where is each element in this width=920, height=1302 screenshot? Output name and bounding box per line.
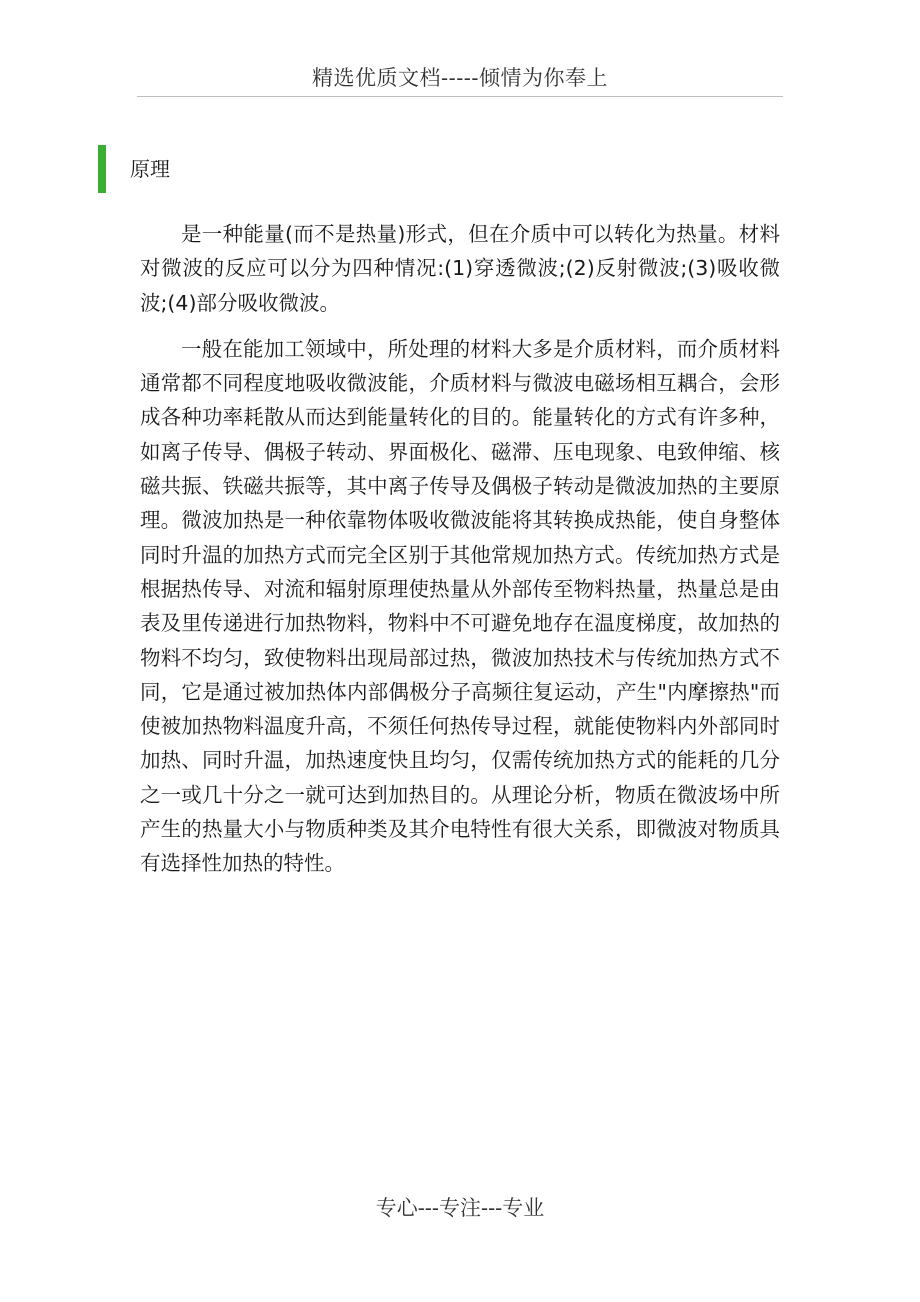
paragraph-intro: 是一种能量(而不是热量)形式，但在介质中可以转化为热量。材料对微波的反应可以分为四种情况:(1)穿透微波;(2)反射微波;(3)吸收微波;(4)部分吸收微波。 [140, 222, 780, 315]
section-title: 原理 [130, 157, 170, 181]
page-header: 精选优质文档-----倾情为你奉上 [312, 66, 608, 90]
document-body [140, 217, 780, 881]
section-marker-bar [98, 145, 106, 193]
header-divider [137, 96, 783, 97]
paragraph-principle: 一般在能加工领域中，所处理的材料大多是介质材料，而介质材料通常都不同程度地吸收微波能，介质材料与微波电磁场相互耦合，会形成各种功率耗散从而达到能量转化的目的。能量转化的方式有许多种，如离子传导、偶极子转动、界面极化、磁滞、压电现象、电致伸缩、核磁共振、铁磁共振等，其中离子传导及偶极子转动是微波加热的主要原理。微波加热是一种依靠物体吸收微波能将其转换成热能，使自身整体同时升温的加热方式而完全区别于其他常规加热方式。传统加热方式是根据热传导、对流和辐射原理使热量从外部传至物料热量，热量总是由表及里传递进行加热物料，物料中不可避免地存在温度梯度，故加热的物料不均匀，致使物料出现局部过热，微波加热技术与传统加热方式不同，它是通过被加热体内部偶极分子高频往复运动，产生"内摩擦热"而使被加热物料温度升高，不须任何热传导过程，就能使物料内外部同时加热、同时升温，加热速度快且均匀，仅需传统加热方式的能耗的几分之一或几十分之一就可达到加热目的。从理论分析，物质在微波场中所产生的热量大小与物质种类及其介电特性有很大关系，即微波对物质具有选择性加热的特性。 [140, 336, 780, 876]
page-footer: 专心---专注---专业 [375, 1196, 545, 1220]
